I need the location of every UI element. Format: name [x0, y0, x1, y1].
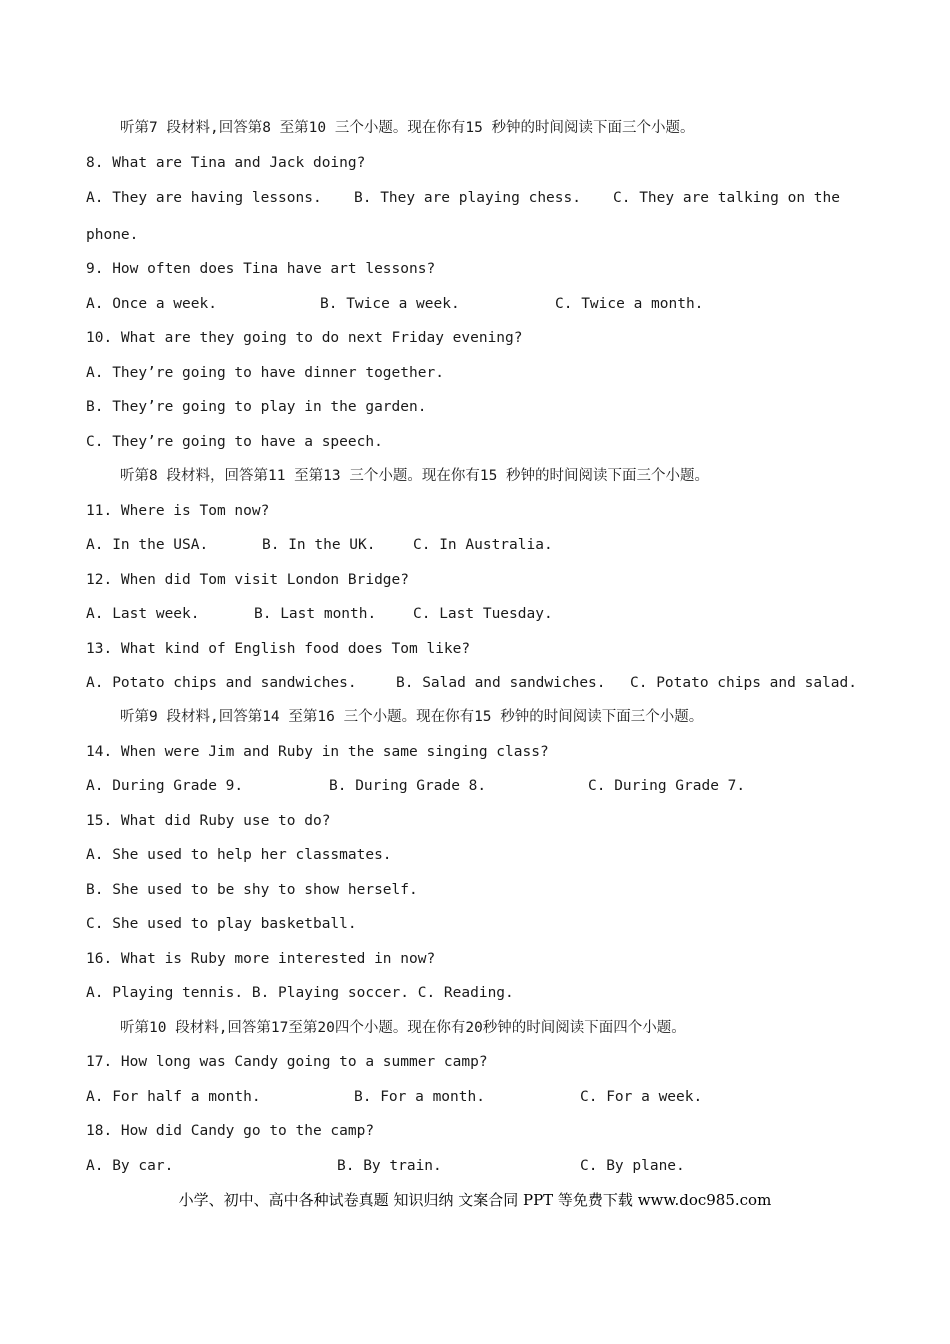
option-b: B. She used to be shy to show herself. — [86, 882, 418, 898]
option-c: C. For a week. — [580, 1089, 703, 1105]
option-c: C. By plane. — [580, 1158, 685, 1174]
option-a: A. For half a month. — [86, 1089, 261, 1105]
option-a: A. In the USA. — [86, 537, 209, 553]
option-b: B. They are playing chess. — [354, 190, 581, 206]
question-18: 18. How did Candy go to the camp? — [86, 1123, 375, 1139]
section-instruction: 听第7 段材料,回答第8 至第10 三个小题。现在你有15 秒钟的时间阅读下面三个小题。 — [120, 120, 695, 136]
option-c: C. In Australia. — [413, 537, 553, 553]
question-10: 10. What are they going to do next Friday evening? — [86, 330, 523, 346]
section-instruction: 听第8 段材料，回答第11 至第13 三个小题。现在你有15 秒钟的时间阅读下面三个小题。 — [120, 468, 710, 484]
option-a: A. Once a week. — [86, 296, 217, 312]
option-a: A. They are having lessons. — [86, 190, 322, 206]
section-instruction: 听第10 段材料,回答第17至第20四个小题。现在你有20秒钟的时间阅读下面四个小题。 — [120, 1020, 686, 1036]
page-footer: 小学、初中、高中各种试卷真题 知识归纳 文案合同 PPT 等免费下载 www.doc985.com — [178, 1191, 772, 1209]
question-8: 8. What are Tina and Jack doing? — [86, 155, 366, 171]
section-instruction: 听第9 段材料,回答第14 至第16 三个小题。现在你有15 秒钟的时间阅读下面三个小题。 — [120, 709, 704, 725]
option-c: C. Last Tuesday. — [413, 606, 553, 622]
option-c: C. They are talking on the — [613, 190, 840, 206]
option-c: C. They’re going to have a speech. — [86, 434, 383, 450]
option-c-continued: phone. — [86, 227, 139, 243]
options-line: A. Playing tennis. B. Playing soccer. C. Reading. — [86, 985, 514, 1001]
option-c: C. During Grade 7. — [588, 778, 746, 794]
option-a: A. Last week. — [86, 606, 200, 622]
option-c: C. She used to play basketball. — [86, 916, 357, 932]
option-b: B. In the UK. — [262, 537, 376, 553]
option-b: B. For a month. — [354, 1089, 485, 1105]
option-b: B. During Grade 8. — [329, 778, 487, 794]
question-15: 15. What did Ruby use to do? — [86, 813, 331, 829]
option-c: C. Potato chips and salad. — [630, 675, 857, 691]
question-11: 11. Where is Tom now? — [86, 503, 270, 519]
option-b: B. They’re going to play in the garden. — [86, 399, 427, 415]
option-a: A. During Grade 9. — [86, 778, 244, 794]
question-16: 16. What is Ruby more interested in now? — [86, 951, 436, 967]
option-a: A. She used to help her classmates. — [86, 847, 392, 863]
question-9: 9. How often does Tina have art lessons? — [86, 261, 436, 277]
question-13: 13. What kind of English food does Tom like? — [86, 641, 471, 657]
option-b: B. Salad and sandwiches. — [396, 675, 606, 691]
option-a: A. Potato chips and sandwiches. — [86, 675, 357, 691]
question-14: 14. When were Jim and Ruby in the same singing class? — [86, 744, 549, 760]
option-a: A. By car. — [86, 1158, 174, 1174]
option-b: B. Twice a week. — [320, 296, 460, 312]
question-12: 12. When did Tom visit London Bridge? — [86, 572, 410, 588]
option-a: A. They’re going to have dinner together. — [86, 365, 444, 381]
question-17: 17. How long was Candy going to a summer camp? — [86, 1054, 488, 1070]
option-b: B. Last month. — [254, 606, 377, 622]
option-c: C. Twice a month. — [555, 296, 704, 312]
option-b: B. By train. — [337, 1158, 442, 1174]
